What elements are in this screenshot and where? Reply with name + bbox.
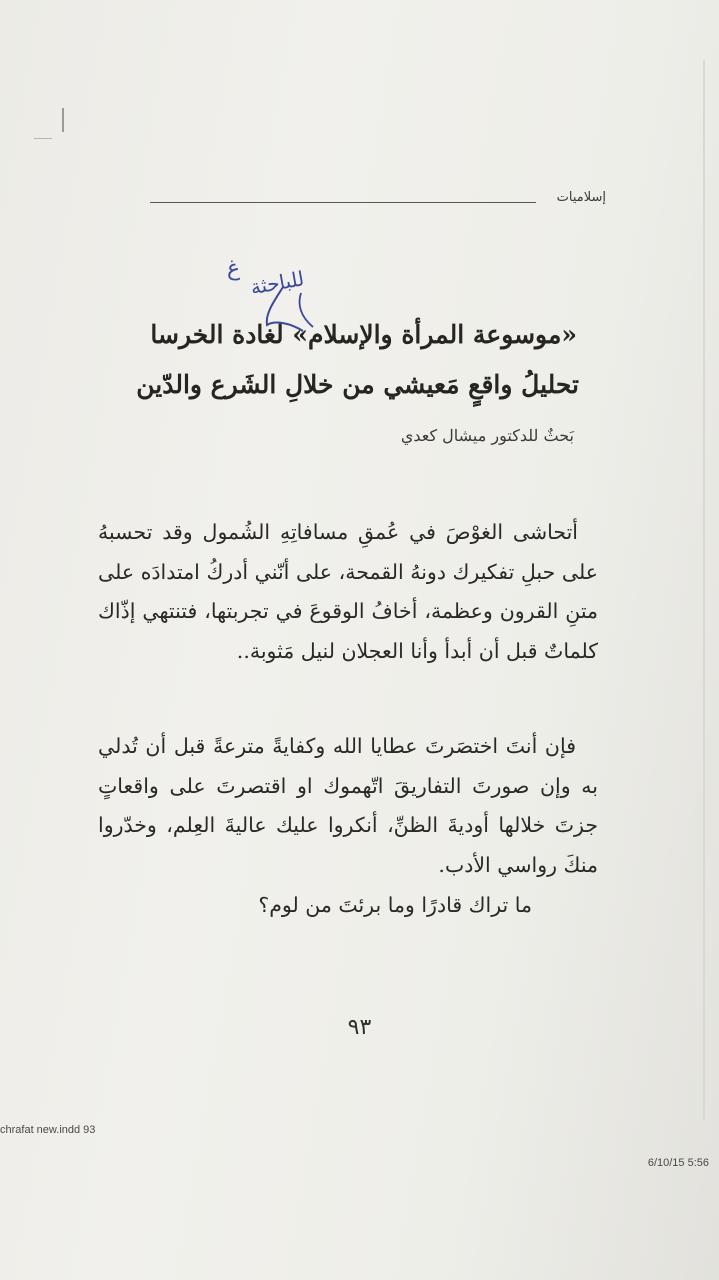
- handwritten-mark: غ: [227, 256, 241, 281]
- author-byline: بَحثٌ للدكتور ميشال كعدي: [400, 426, 574, 445]
- article-subtitle: تحليلُ واقعٍ مَعيشي من خلالِ الشَرع والدّين: [136, 370, 579, 399]
- paragraph: ما تراك قادرًا وما برئتَ من لوم؟: [258, 893, 532, 917]
- crop-mark: [62, 108, 64, 132]
- running-header: [150, 190, 606, 210]
- page-edge-shadow: [703, 60, 705, 1120]
- print-slug-file: chrafat new.indd 93: [0, 1124, 96, 1136]
- page-number: ٩٣: [347, 1015, 372, 1040]
- header-rule: [150, 202, 536, 203]
- paragraph: فإن أنتَ اختصَرتَ عطايا الله وكفايةً مترعةً قبل أن تُدلي به وإن صورتَ التفاريقَ اتّهموك او اقتصرتَ على واقعاتٍ جزتَ خلالها أوديةَ الظنِّ، أنكروا عليك عاليةَ العِلم، وخدّروا منكَ رواسي الأدب.: [98, 734, 598, 877]
- paragraph: أتحاشى الغوْصَ في عُمقِ مسافاتِهِ الشُمول وقد تحسبهُ على حبلِ تفكيرك دونهُ القمحة، على أنّني أدركُ امتدادَه على متنِ القرون وعظمة، أخافُ الوقوعَ في تجربتها، فتنتهي إذّاك كلماتٌ قبل أن أبدأ وأنا العجلان لنيل مَثوبة..: [98, 520, 598, 663]
- handwritten-note: للباحثة: [248, 266, 306, 300]
- crop-mark-horizontal: [34, 138, 52, 139]
- article-title: «موسوعة المرأة والإسلام» لغادة الخرسا: [150, 320, 577, 349]
- print-slug-datetime: 6/10/15 5:56: [647, 1157, 709, 1169]
- section-label: إسلاميات: [556, 190, 606, 205]
